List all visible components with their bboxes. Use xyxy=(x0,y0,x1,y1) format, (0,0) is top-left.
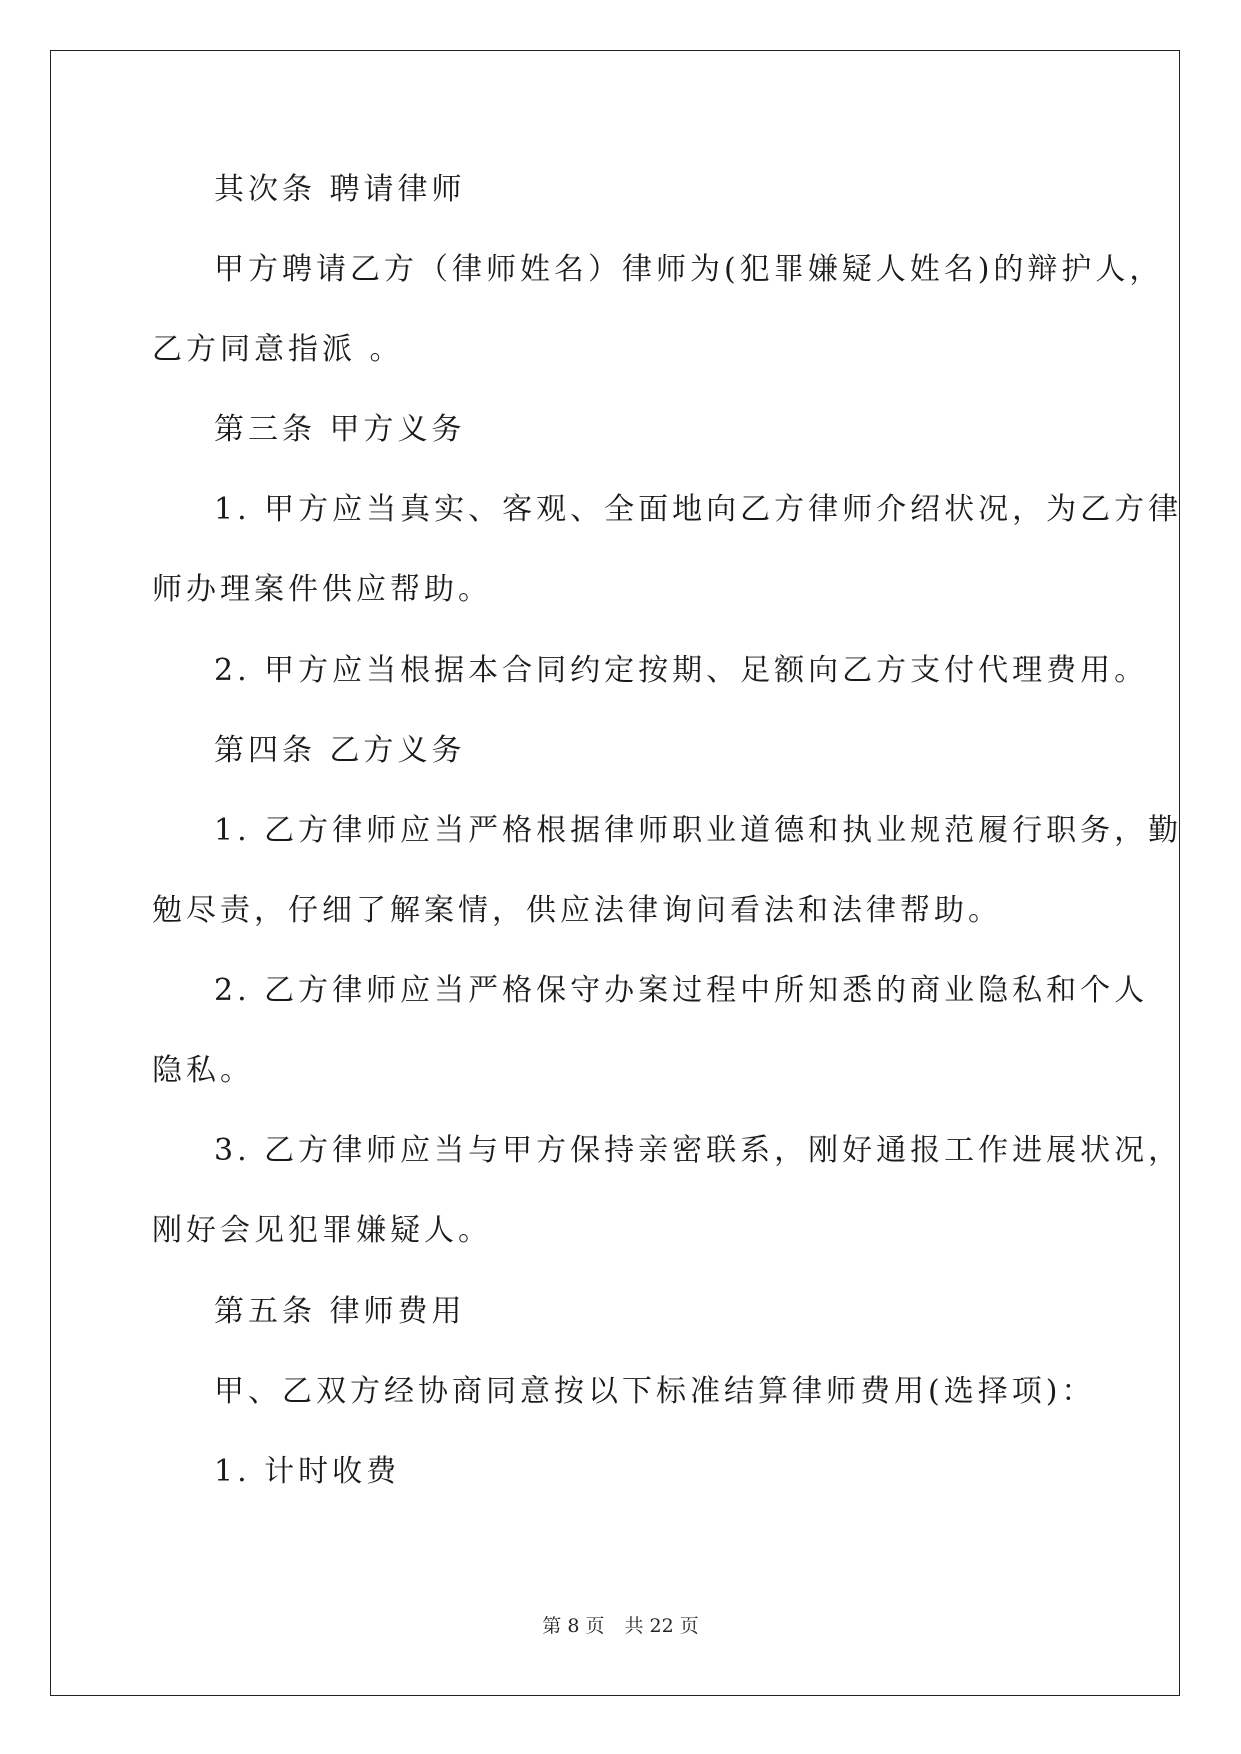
paragraph-line: 1. 乙方律师应当严格根据律师职业道德和执业规范履行职务，勤 xyxy=(214,813,1183,848)
paragraph-line: 甲、乙双方经协商同意按以下标准结算律师费用(选择项)： xyxy=(214,1374,1096,1409)
section-heading-2: 其次条 聘请律师 xyxy=(214,172,466,207)
page-footer xyxy=(0,1614,1241,1638)
page-total: 共 22 页 xyxy=(624,1615,699,1637)
paragraph-line: 隐私。 xyxy=(152,1053,254,1088)
paragraph-line: 甲方聘请乙方（律师姓名）律师为(犯罪嫌疑人姓名)的辩护人， xyxy=(214,252,1164,287)
paragraph-line: 1. 甲方应当真实、客观、全面地向乙方律师介绍状况，为乙方律 xyxy=(214,492,1183,527)
page-number: 第 8 页 xyxy=(542,1615,605,1637)
section-heading-4: 第四条 乙方义务 xyxy=(214,733,466,768)
section-heading-3: 第三条 甲方义务 xyxy=(214,412,466,447)
page-border xyxy=(50,50,1183,1696)
paragraph-line: 3. 乙方律师应当与甲方保持亲密联系，刚好通报工作进展状况， xyxy=(214,1133,1183,1168)
section-heading-5: 第五条 律师费用 xyxy=(214,1294,466,1329)
paragraph-line: 2. 乙方律师应当严格保守办案过程中所知悉的商业隐私和个人 xyxy=(214,973,1149,1008)
paragraph-line: 勉尽责，仔细了解案情，供应法律询问看法和法律帮助。 xyxy=(152,893,1002,928)
paragraph-line: 1. 计时收费 xyxy=(214,1454,401,1489)
paragraph-line: 师办理案件供应帮助。 xyxy=(152,572,492,607)
paragraph-line: 刚好会见犯罪嫌疑人。 xyxy=(152,1213,492,1248)
paragraph-line: 乙方同意指派 。 xyxy=(152,332,404,367)
paragraph-line: 2. 甲方应当根据本合同约定按期、足额向乙方支付代理费用。 xyxy=(214,653,1149,688)
